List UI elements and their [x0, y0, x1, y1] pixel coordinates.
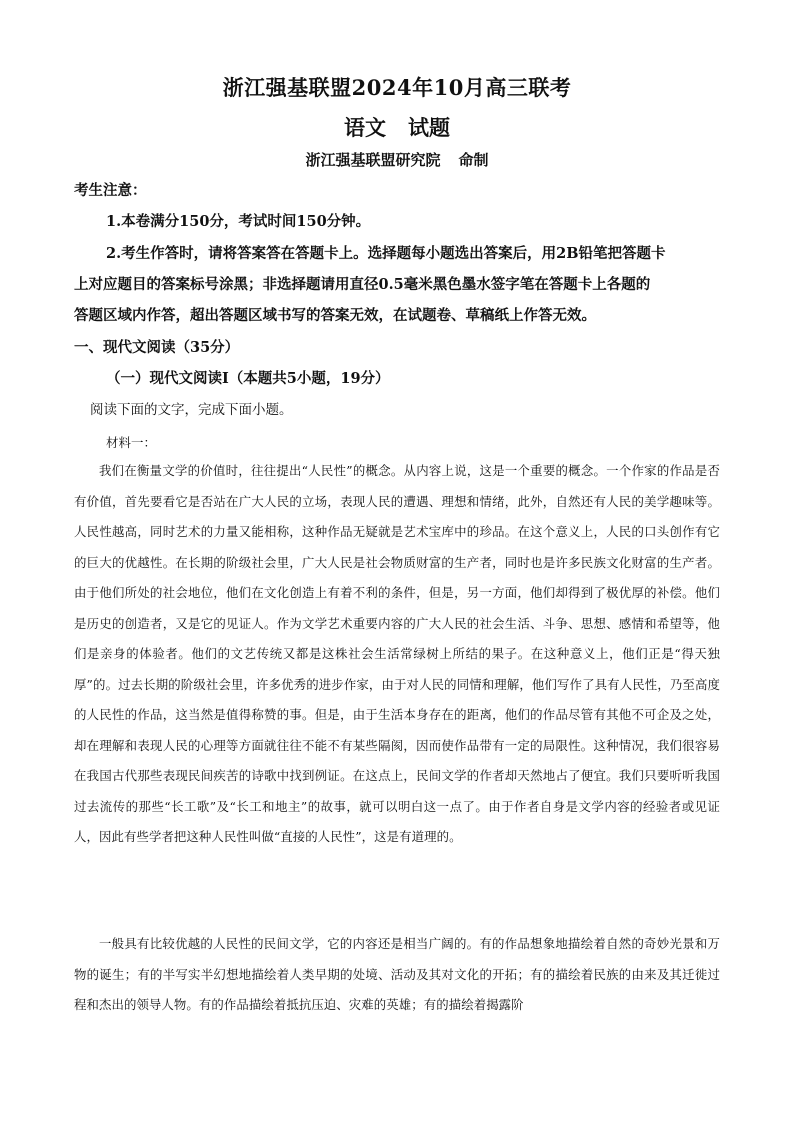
section-heading: 一、现代文阅读（35分）: [74, 339, 240, 356]
subsection-heading: （一）现代文阅读Ⅰ（本题共5小题，19分）: [106, 370, 390, 387]
issuer-line: [0, 149, 794, 170]
material-paragraph-1: 我们在衡量文学的价值时，往往提出“人民性”的概念。从内容上说，这是一个重要的概念。一个作家的作品是否有价值，首先要看它是否站在广大人民的立场，表现人民的遭遇、理想和情绪，此外，自然还有人民的美学趣味等。人民性越高，同时艺术的力量又能相称，这种作品无疑就是艺术宝库中的珍品。在这个意义上，人民的口头创作有它的巨大的优越性。在长期的阶级社会里，广大人民是社会物质财富的生产者，同时也是许多民族文化财富的生产者。由于他们所处的社会地位，他们在文化创造上有着不利的条件，但是，另一方面，他们却得到了极优厚的补偿。他们是历史的创造者，又是它的见证人。作为文学艺术重要内容的广大人民的社会生活、斗争、思想、感情和希望等，他们是亲身的体验者。他们的文艺传统又都是这株社会生活常绿树上所结的果子。在这种意义上，他们正是“得天独厚”的。过去长期的阶级社会里，许多优秀的进步作家，由于对人民的同情和理解，他们写作了具有人民性，乃至高度的人民性的作品，这当然是值得称赞的事。但是，由于生活本身存在的距离，他们的作品尽管有其他不可企及之处，却在理解和表现人民的心理等方面就往往不能不有某些隔阂，因而使作品带有一定的局限性。这种情况，我们很容易在我国古代那些表现民间疾苦的诗歌中找到例证。在这点上，民间文学的作者却天然地占了便宜。我们只要听听我国过去流传的那些“长工歌”及“长工和地主”的故事，就可以明白这一点了。由于作者自身是文学内容的经验者或见证人，因此有些学者把这种人民性叫做“直接的人民性”，这是有道理的。: [74, 463, 720, 844]
material-paragraph-2: 一般具有比较优越的人民性的民间文学，它的内容还是相当广阔的。有的作品想象地描绘着自然的奇妙光景和万物的诞生；有的半写实半幻想地描绘着人类早期的处境、活动及其对文化的开拓；有的描绘着民族的由来及其迁徙过程和杰出的领导人物。有的作品描绘着抵抗压迫、灾难的英雄；有的描绘着揭露阶: [74, 936, 720, 1012]
reading-instruction: 阅读下面的文字，完成下面小题。: [90, 402, 293, 418]
subject-name: 语文: [344, 115, 386, 140]
notice-item-2-line-1: 2.考生作答时，请将答案答在答题卡上。选择题每小题选出答案后，用2B铅笔把答题卡: [106, 245, 666, 262]
paper-type: 试题: [408, 115, 450, 140]
notice-item-2-line-3: 答题区域内作答，超出答题区域书写的答案无效，在试题卷、草稿纸上作答无效。: [74, 307, 596, 324]
notice-item-2-line-2: 上对应题目的答案标号涂黑；非选择题请用直径0.5毫米黑色墨水签字笔在答题卡上各题的: [74, 276, 651, 293]
material-label: 材料一：: [106, 435, 157, 450]
exam-subtitle: [0, 112, 794, 142]
notice-label: 考生注意：: [74, 182, 147, 199]
issuer-suffix: 命制: [458, 151, 489, 169]
exam-title: 浙江强基联盟2024年10月高三联考: [222, 75, 572, 100]
issuer-name: 浙江强基联盟研究院: [305, 151, 441, 169]
notice-item-1: 1.本卷满分150分，考试时间150分钟。: [106, 213, 371, 230]
